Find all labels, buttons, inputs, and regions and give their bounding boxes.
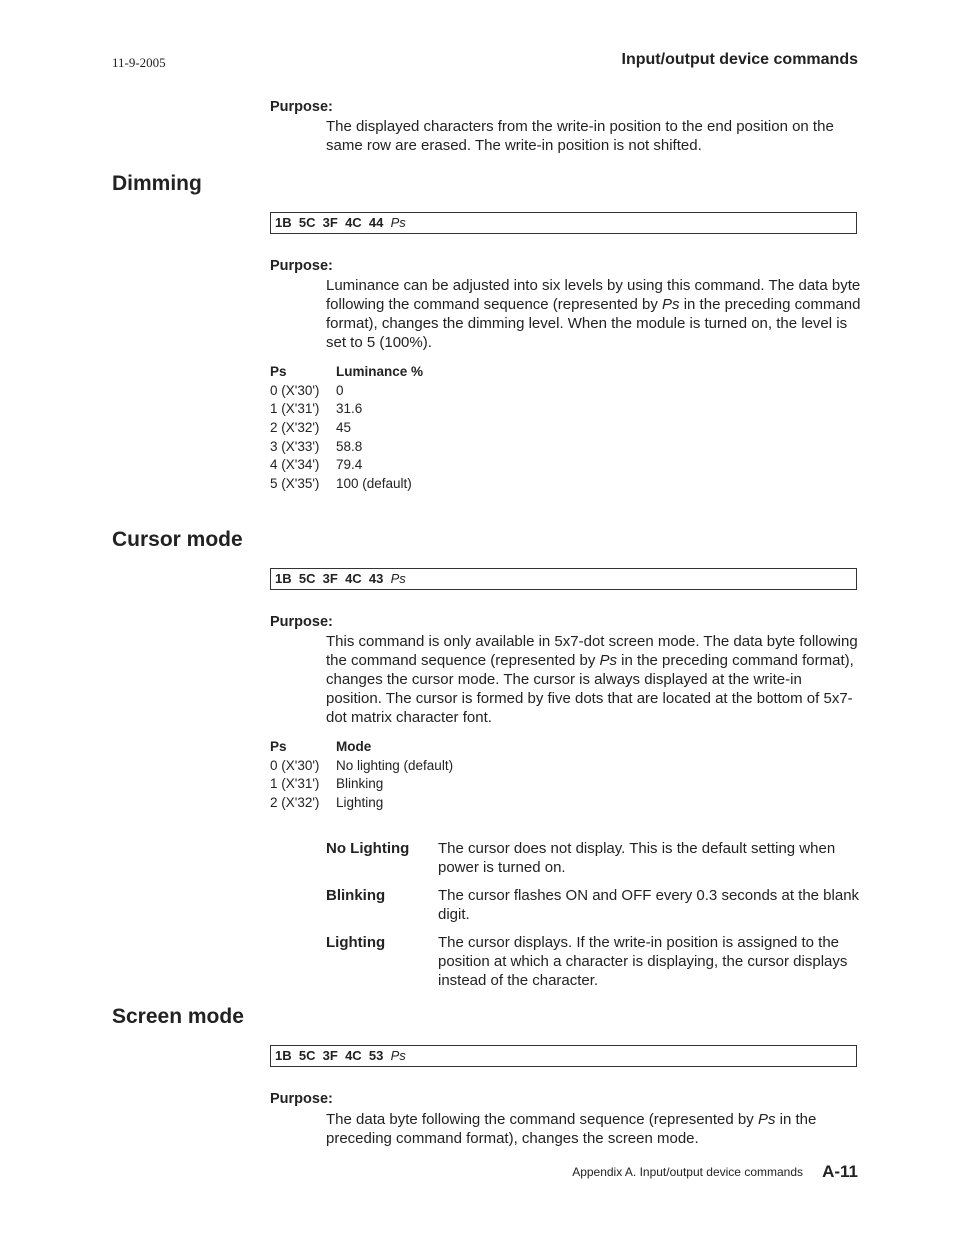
command-box-cursor-mode: [270, 568, 857, 590]
luminance-table: [270, 362, 423, 493]
table-row: 4 (X'34') 79.4: [270, 457, 363, 473]
command-param: Ps: [390, 1048, 406, 1063]
table-row: 0 (X'30') 0: [270, 382, 344, 398]
purpose-text: The displayed characters from the write-in position to the end position on the same row are erased. The write-in position is not shifted.: [326, 118, 834, 154]
purpose-label: Purpose:: [270, 1091, 333, 1107]
table-header: Mode: [336, 739, 372, 754]
command-bytes: 1B 5C 3F 4C 43: [275, 571, 384, 586]
purpose-label: Purpose:: [270, 614, 333, 630]
definition-item: No Lighting The cursor does not display. This is the default setting when power is turned on.: [326, 840, 836, 876]
purpose-text: The data byte following the command sequence (represented by Ps in the preceding command format), changes the screen mode.: [326, 1111, 817, 1147]
table-row: 0 (X'30') No lighting (default): [270, 757, 454, 773]
document-date: 11-9-2005: [112, 55, 166, 70]
purpose-text: This command is only available in 5x7-dot screen mode. The data byte following the command sequence (represented by Ps in the preceding command format), changes the cursor mode. The cursor is always displayed at the write-in position. The cursor is formed by five dots that are located at the bottom of 5x7-dot matrix character font.: [326, 633, 858, 726]
command-bytes: 1B 5C 3F 4C 44: [275, 215, 384, 230]
table-row: 2 (X'32') Lighting: [270, 794, 384, 810]
cursor-mode-table: [270, 737, 453, 812]
table-row: 1 (X'31') 31.6: [270, 401, 363, 417]
running-header: Input/output device commands: [621, 51, 858, 68]
command-param: Ps: [390, 215, 406, 230]
table-header: Ps: [270, 364, 287, 379]
command-box-dimming: [270, 212, 857, 234]
purpose-label: Purpose:: [270, 258, 333, 274]
table-row: 2 (X'32') 45: [270, 419, 352, 435]
footer-text: Appendix A. Input/output device commands: [572, 1165, 803, 1179]
table-row: 3 (X'33') 58.8: [270, 438, 363, 454]
definition-list: [326, 839, 861, 999]
definition-item: Lighting The cursor displays. If the write-in position is assigned to the position at which a character is displaying, the cursor displays instead of the character.: [326, 934, 848, 989]
definition-item: Blinking The cursor flashes ON and OFF every 0.3 seconds at the blank digit.: [326, 887, 860, 923]
purpose-label: Purpose:: [270, 99, 333, 115]
command-box-screen-mode: [270, 1045, 857, 1067]
section-heading-cursor-mode: Cursor mode: [112, 528, 243, 551]
page-number: A-11: [822, 1162, 858, 1181]
table-row: 5 (X'35') 100 (default): [270, 475, 412, 491]
section-heading-dimming: Dimming: [112, 172, 202, 195]
command-param: Ps: [390, 571, 406, 586]
table-row: 1 (X'31') Blinking: [270, 776, 384, 792]
command-bytes: 1B 5C 3F 4C 53: [275, 1048, 384, 1063]
purpose-text: Luminance can be adjusted into six levels by using this command. The data byte following the command sequence (represented by Ps in the preceding command format), changes the dimming level. When the module is turned on, the level is set to 5 (100%).: [326, 277, 861, 351]
section-heading-screen-mode: Screen mode: [112, 1005, 244, 1028]
table-header: Ps: [270, 739, 287, 754]
table-header: Luminance %: [336, 364, 424, 379]
